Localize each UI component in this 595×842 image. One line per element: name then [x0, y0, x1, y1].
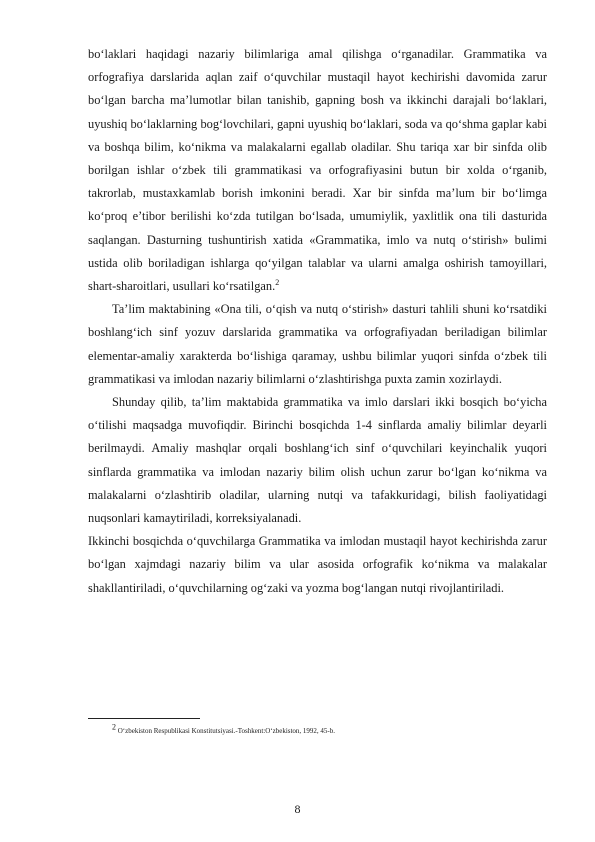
paragraph-4: Ikkinchi bosqichda o‘quvchilarga Grammatika va imlodan mustaqil hayot kechirishda zarur bo‘lgan xajmdagi nazariy bilim va ular asosida orfografik ko‘nikma va malakalar shakllantiriladi, o‘quvchilarning og‘zaki va yozma bog‘langan nutqi rivojlantiriladi. — [88, 534, 547, 595]
footnote — [112, 722, 532, 735]
footnote-text: O‘zbekiston Respublikasi Konstitutsiyasi.-Toshkent:O‘zbekiston, 1992, 45-b. — [117, 727, 336, 735]
paragraph-3: Shunday qilib, ta’lim maktabida grammatika va imlo darslari ikki bosqich bo‘yicha o‘tilishi maqsadga muvofiqdir. Birinchi bosqichda 1-4 sinflarda amaliy bilimlar deyarli berilmaydi. Amaliy mashqlar orqali boshlang‘ich sinf o‘quvchilari keyinchalik yuqori sinflarda grammatika va imlodan nazariy bilim olish uchun zarur bo‘lgan ko‘nikma va malakalarni o‘zlashtirib oladilar, ularning nutqi va tafakkuridagi, bilish faoliyatidagi nuqsonlari kamaytiriladi, korreksiyalanadi. — [88, 395, 547, 526]
page-number: 8 — [294, 802, 301, 816]
body-text — [88, 43, 547, 600]
paragraph-1 — [88, 43, 547, 298]
footnote-number: 2 — [112, 722, 116, 732]
footnote-ref: 2 — [275, 277, 280, 287]
footnote-divider — [88, 718, 200, 719]
paragraph-2: Ta’lim maktabining «Ona tili, o‘qish va nutq o‘stirish» dasturi tahlili shuni ko‘rsatdiki boshlang‘ich sinf yozuv darslarida grammatika va orfografiyadan beriladigan bilimlar elementar-amaliy xarakterda bo‘lishiga qaramay, ushbu bilimlar yuqori sinfda o‘zbek tili grammatikasi va imlodan nazariy bilimlarni o‘zlashtirishga puxta zamin xozirlaydi. — [88, 302, 547, 386]
paragraph-1-text: bo‘laklari haqidagi nazariy bilimlariga amal qilishga o‘rganadilar. Grammatika va orfografiya darslarida aqlan zaif o‘quvchilar mustaqil hayot kechirishi davomida zarur bo‘lgan barcha ma’lumotlar bilan tanishib, gapning bosh va ikkinchi darajali bo‘laklari, uyushiq bo‘laklarning bog‘lovchilari, gapni uyushiq bo‘laklari, soda va qo‘shma gaplar kabi va boshqa bilim, ko‘nikma va malakalarni egallab oladilar. Shu tariqa xar bir sinfda olib borilgan ishlar o‘zbek tili grammatikasi va orfografiyasini butun bir xolda o‘rganib, takrorlab, mustaxkamlab borish imkonini beradi. Xar bir sinfda ma’lum bir bo‘limga ko‘proq e’tibor berilishi ko‘zda tutilgan bo‘lsada, umumiylik, yaxlitlik ona tili dasturida saqlangan. Dasturning tushuntirish xatida «Grammatika, imlo va nutq o‘stirish» bulimi ustida olib boriladigan ishlarga qo‘yilgan talablar va ularni amalga oshirish tamoyillari, shart-sharoitlari, usullari ko‘rsatilgan. — [88, 47, 547, 294]
